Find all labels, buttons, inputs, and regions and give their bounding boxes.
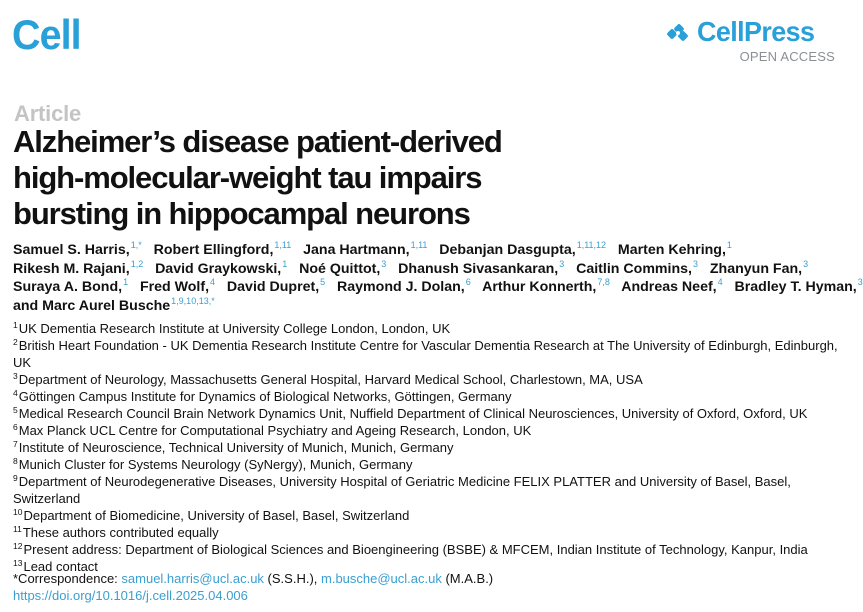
- affiliation-superscript: 6: [465, 277, 471, 288]
- affiliation-item: $^5$Medical Research Council Brain Network Dynamics Unit, Nuffield Department of Clinical Neurosciences, University of Oxford, Oxford, UK: [13, 405, 808, 421]
- affiliation-number: 12: [13, 541, 23, 551]
- affiliation-number: 1: [13, 320, 18, 330]
- affiliation-number: 7: [13, 439, 18, 449]
- affiliation-superscript: 1,2: [130, 258, 144, 269]
- affiliation-number: 11: [13, 524, 22, 534]
- author-name: Raymond J. Dolan,$^6$: [337, 277, 471, 296]
- paper-title: [13, 124, 653, 232]
- affiliation-item: $^7$Institute of Neuroscience, Technical University of Munich, Munich, Germany: [13, 439, 454, 455]
- author-name: Robert Ellingford,$^{1,11}$: [153, 240, 292, 258]
- paper-title-line: high-molecular-weight tau impairs: [13, 160, 482, 195]
- paper-title-line: Alzheimer’s disease patient-derived: [13, 124, 502, 159]
- open-access-label: OPEN ACCESS: [739, 49, 835, 64]
- author-name: and Marc Aurel Busche$^{1,9,10,13,*}$: [13, 295, 215, 314]
- email-link-harris[interactable]: samuel.harris@ucl.ac.uk: [121, 571, 264, 586]
- affiliation-superscript: 3: [803, 258, 809, 269]
- publisher-logo: [665, 18, 835, 66]
- author-name: Arthur Konnerth,$^{7,8}$: [482, 277, 610, 296]
- author-name: Zhanyun Fan,$^3$: [709, 258, 809, 277]
- affiliation-superscript: 3: [559, 258, 565, 269]
- cellpress-logo-icon: [665, 20, 691, 46]
- affiliation-number: 4: [13, 388, 18, 398]
- affiliation-item: $^{12}$Present address: Department of Biological Sciences and Bioengineering (BSBE) & MFCEM, Indian Institute of Technology, Kanpur, India: [13, 541, 808, 557]
- affiliation-superscript: 1,11: [274, 240, 292, 250]
- affiliation-number: 9: [13, 473, 18, 483]
- author-name: Noé Quittot,$^3$: [299, 258, 387, 277]
- affiliation-item: $^6$Max Planck UCL Centre for Computational Psychiatry and Ageing Research, London, UK: [13, 422, 532, 438]
- affiliation-item: $^{11}$These authors contributed equally: [13, 524, 219, 540]
- author-name: David Dupret,$^5$: [226, 277, 326, 296]
- affiliation-superscript: 1,11: [410, 240, 428, 250]
- affiliation-item: $^2$British Heart Foundation - UK Dementia Research Institute Centre for Vascular Dementia Research at The University of Edinburgh, Edinburgh, UK: [13, 337, 838, 370]
- author-name: Marten Kehring,$^1$: [617, 240, 732, 258]
- affiliation-superscript: 7,8: [597, 277, 610, 288]
- author-name: Rikesh M. Rajani,$^{1,2}$: [13, 258, 144, 277]
- author-line: [13, 277, 863, 297]
- affiliation-item: $^3$Department of Neurology, Massachusetts General Hospital, Harvard Medical School, Charlestown, MA, USA: [13, 371, 643, 387]
- affiliation-superscript: 1: [282, 258, 288, 269]
- publisher-name: CellPress: [697, 16, 815, 47]
- affiliation-item: $^{13}$Lead contact: [13, 558, 98, 574]
- correspondence-initials: (S.S.H.),: [263, 571, 321, 586]
- affiliation-number: 13: [13, 558, 23, 568]
- correspondence-initials: (M.A.B.): [441, 571, 494, 586]
- affiliation-superscript: 3: [693, 258, 699, 269]
- paper-title-line: bursting in hippocampal neurons: [13, 196, 470, 231]
- journal-logo: Cell: [12, 11, 81, 58]
- affiliation-superscript: 1: [726, 240, 732, 250]
- affiliation-number: 2: [13, 337, 18, 347]
- affiliation-number: 5: [13, 405, 18, 415]
- affiliation-item: $^9$Department of Neurodegenerative Diseases, University Hospital of Geriatric Medicine FELIX PLATTER and University of Basel, Basel, Switzerland: [13, 473, 791, 506]
- author-name: Andreas Neef,$^4$: [621, 277, 723, 296]
- doi-link[interactable]: https://doi.org/10.1016/j.cell.2025.04.006: [13, 588, 248, 603]
- author-name: Bradley T. Hyman,$^3$: [734, 277, 863, 296]
- affiliation-item: $^{10}$Department of Biomedicine, University of Basel, Basel, Switzerland: [13, 507, 410, 523]
- affiliation-number: 3: [13, 371, 18, 381]
- affiliation-superscript: 1,11,12: [576, 240, 607, 250]
- affiliation-item: $^8$Munich Cluster for Systems Neurology (SyNergy), Munich, Germany: [13, 456, 413, 472]
- affiliation-superscript: 3: [857, 277, 863, 288]
- author-name: Samuel S. Harris,$^{1,*}$: [13, 240, 142, 258]
- author-name: Debanjan Dasgupta,$^{1,11,12}$: [439, 240, 607, 258]
- affiliation-superscript: 3: [381, 258, 387, 269]
- article-type-label: Article: [14, 101, 82, 126]
- author-name: Caitlin Commins,$^3$: [576, 258, 699, 277]
- affiliation-item: $^1$UK Dementia Research Institute at University College London, London, UK: [13, 320, 451, 336]
- author-name: Dhanush Sivasankaran,$^3$: [398, 258, 565, 277]
- email-link-busche[interactable]: m.busche@ucl.ac.uk: [321, 571, 442, 586]
- affiliation-number: 6: [13, 422, 18, 432]
- author-line: [13, 297, 839, 316]
- affiliation-superscript: 4: [210, 277, 216, 288]
- affiliation-superscript: 1: [123, 277, 129, 288]
- author-list: [13, 240, 863, 315]
- author-name: Fred Wolf,$^4$: [139, 277, 216, 296]
- affiliation-superscript: 4: [717, 277, 723, 288]
- author-name: Suraya A. Bond,$^1$: [13, 277, 129, 296]
- affiliation-superscript: 1,9,10,13,*: [171, 295, 215, 306]
- correspondence-prefix: *Correspondence:: [13, 571, 122, 586]
- author-line: [13, 241, 839, 260]
- author-name: Jana Hartmann,$^{1,11}$: [303, 240, 428, 258]
- affiliations-list: [13, 320, 843, 575]
- affiliation-number: 8: [13, 456, 18, 466]
- affiliation-superscript: 1,*: [130, 240, 142, 250]
- author-name: David Graykowski,$^1$: [155, 258, 288, 277]
- author-line: [13, 260, 839, 279]
- affiliation-superscript: 5: [320, 277, 326, 288]
- affiliation-item: $^4$Göttingen Campus Institute for Dynamics of Biological Networks, Göttingen, Germany: [13, 388, 512, 404]
- correspondence-line: [13, 570, 493, 587]
- affiliation-number: 10: [13, 507, 23, 517]
